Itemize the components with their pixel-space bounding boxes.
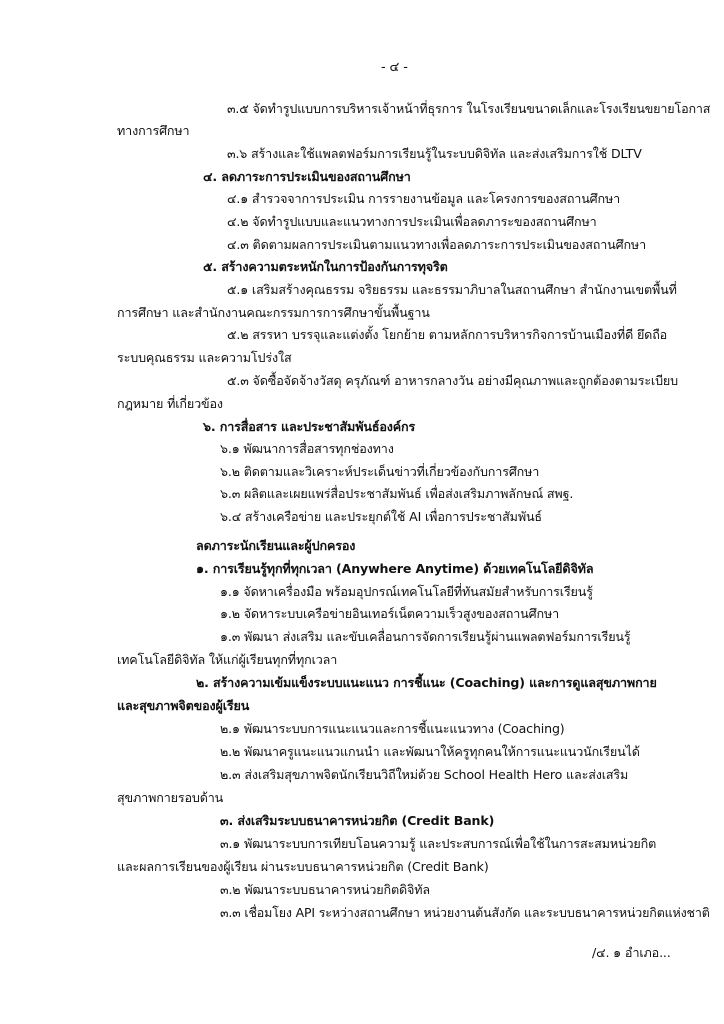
item-p3-3: ๓.๓ เชื่อมโยง API ระหว่างสถานศึกษา หน่วยงานต้นสังกัด และระบบธนาคารหน่วยกิตแห่งชาติ [220,905,710,920]
item-p1-3-cont: เทคโนโลยีดิจิทัล ให้แก่ผู้เรียนทุกที่ทุกเวลา [117,652,338,667]
item-5-2: ๕.๒ สรรหา บรรจุและแต่งตั้ง โยกย้าย ตามหลักการบริหารกิจการบ้านเมืองที่ดี ยึดถือ [227,327,668,342]
item-p1-2: ๑.๒ จัดหาระบบเครือข่ายอินเทอร์เน็ตความเร็วสูงของสถานศึกษา [220,606,560,621]
item-5-3: ๕.๓ จัดซื้อจัดจ้างวัสดุ ครุภัณฑ์ อาหารกลางวัน อย่างมีคุณภาพและถูกต้องตามระเบียบ [227,373,679,388]
item-p3-1: ๓.๑ พัฒนาระบบการเทียบโอนความรู้ และประสบการณ์เพื่อใช้ในการสะสมหน่วยกิต [220,836,657,851]
item-p2-3-cont: สุขภาพกายรอบด้าน [117,790,224,805]
heading-5: ๕. สร้างความตระหนักในการป้องกันการทุจริต [203,259,448,274]
heading-p3: ๓. ส่งเสริมระบบธนาคารหน่วยกิต (Credit Bank) [220,813,495,828]
item-4-1: ๔.๑ สำรวจจาการประเมิน การรายงานข้อมูล และโครงการของสถานศึกษา [227,191,621,206]
item-p3-1-cont: และผลการเรียนของผู้เรียน ผ่านระบบธนาคารหน่วยกิต (Credit Bank) [117,859,489,874]
heading-4: ๔. ลดภาระการประเมินของสถานศึกษา [203,169,411,184]
item-p1-3: ๑.๓ พัฒนา ส่งเสริม และขับเคลื่อนการจัดการเรียนรู้ผ่านแพลตฟอร์มการเรียนรู้ [220,629,631,644]
item-4-3: ๔.๓ ติดตามผลการประเมินตามแนวทางเพื่อลดภาระการประเมินของสถานศึกษา [227,237,646,252]
item-5-3-cont: กฎหมาย ที่เกี่ยวข้อง [117,396,223,411]
item-6-1: ๖.๑ พัฒนาการสื่อสารทุกช่องทาง [220,441,394,456]
item-3-6: ๓.๖ สร้างและใช้แพลตฟอร์มการเรียนรู้ในระบบดิจิทัล และส่งเสริมการใช้ DLTV [227,146,642,161]
heading-p2: ๒. สร้างความเข้มแข็งระบบแนะแนว การชี้แนะ (Coaching) และการดูแลสุขภาพกาย [196,675,657,690]
heading-p2-cont: และสุขภาพจิตของผู้เรียน [117,698,250,713]
item-p1-1: ๑.๑ จัดหาเครื่องมือ พร้อมอุปกรณ์เทคโนโลยีที่ทันสมัยสำหรับการเรียนรู้ [220,584,593,599]
heading-p1: ๑. การเรียนรู้ทุกที่ทุกเวลา (Anywhere Anytime) ด้วยเทคโนโลยีดิจิทัล [196,561,594,576]
item-6-3: ๖.๓ ผลิตและเผยแพร่สื่อประชาสัมพันธ์ เพื่อส่งเสริมภาพลักษณ์ สพฐ. [220,486,574,501]
item-5-1-cont: การศึกษา และสำนักงานคณะกรรมการการศึกษาขั้นพื้นฐาน [117,305,430,320]
item-p2-1: ๒.๑ พัฒนาระบบการแนะแนวและการชี้แนะแนวทาง (Coaching) [220,721,565,736]
item-6-4: ๖.๔ สร้างเครือข่าย และประยุกต์ใช้ AI เพื่อการประชาสัมพันธ์ [220,509,542,524]
item-6-2: ๖.๒ ติดตามและวิเคราะห์ประเด็นข่าวที่เกี่ยวข้องกับการศึกษา [220,464,540,479]
item-p2-2: ๒.๒ พัฒนาครูแนะแนวแกนนำ และพัฒนาให้ครูทุกคนให้การแนะแนวนักเรียนได้ [220,744,640,759]
item-4-2: ๔.๒ จัดทำรูปแบบและแนวทางการประเมินเพื่อลดภาระของสถานศึกษา [227,214,597,229]
item-3-5-cont: ทางการศึกษา [117,123,190,138]
item-p2-3: ๒.๓ ส่งเสริมสุขภาพจิตนักเรียนวิถีใหม่ด้วย School Health Hero และส่งเสริม [220,767,629,782]
item-p3-2: ๓.๒ พัฒนาระบบธนาคารหน่วยกิตดิจิทัล [220,882,430,897]
item-5-1: ๕.๑ เสริมสร้างคุณธรรม จริยธรรม และธรรมาภิบาลในสถานศึกษา สำนักงานเขตพื้นที่ [227,282,677,297]
part-heading: ลดภาระนักเรียนและผู้ปกครอง [196,538,356,553]
item-5-2-cont: ระบบคุณธรรม และความโปร่งใส [117,350,292,365]
continuation-marker: /๔. ๑ อำเภอ... [592,945,671,960]
item-3-5: ๓.๕ จัดทำรูปแบบการบริหารเจ้าหน้าที่ธุรการ ในโรงเรียนขนาดเล็กและโรงเรียนขยายโอกาส [227,101,711,116]
page-number: - ๔ - [381,60,408,75]
heading-6: ๖. การสื่อสาร และประชาสัมพันธ์องค์กร [203,419,416,434]
